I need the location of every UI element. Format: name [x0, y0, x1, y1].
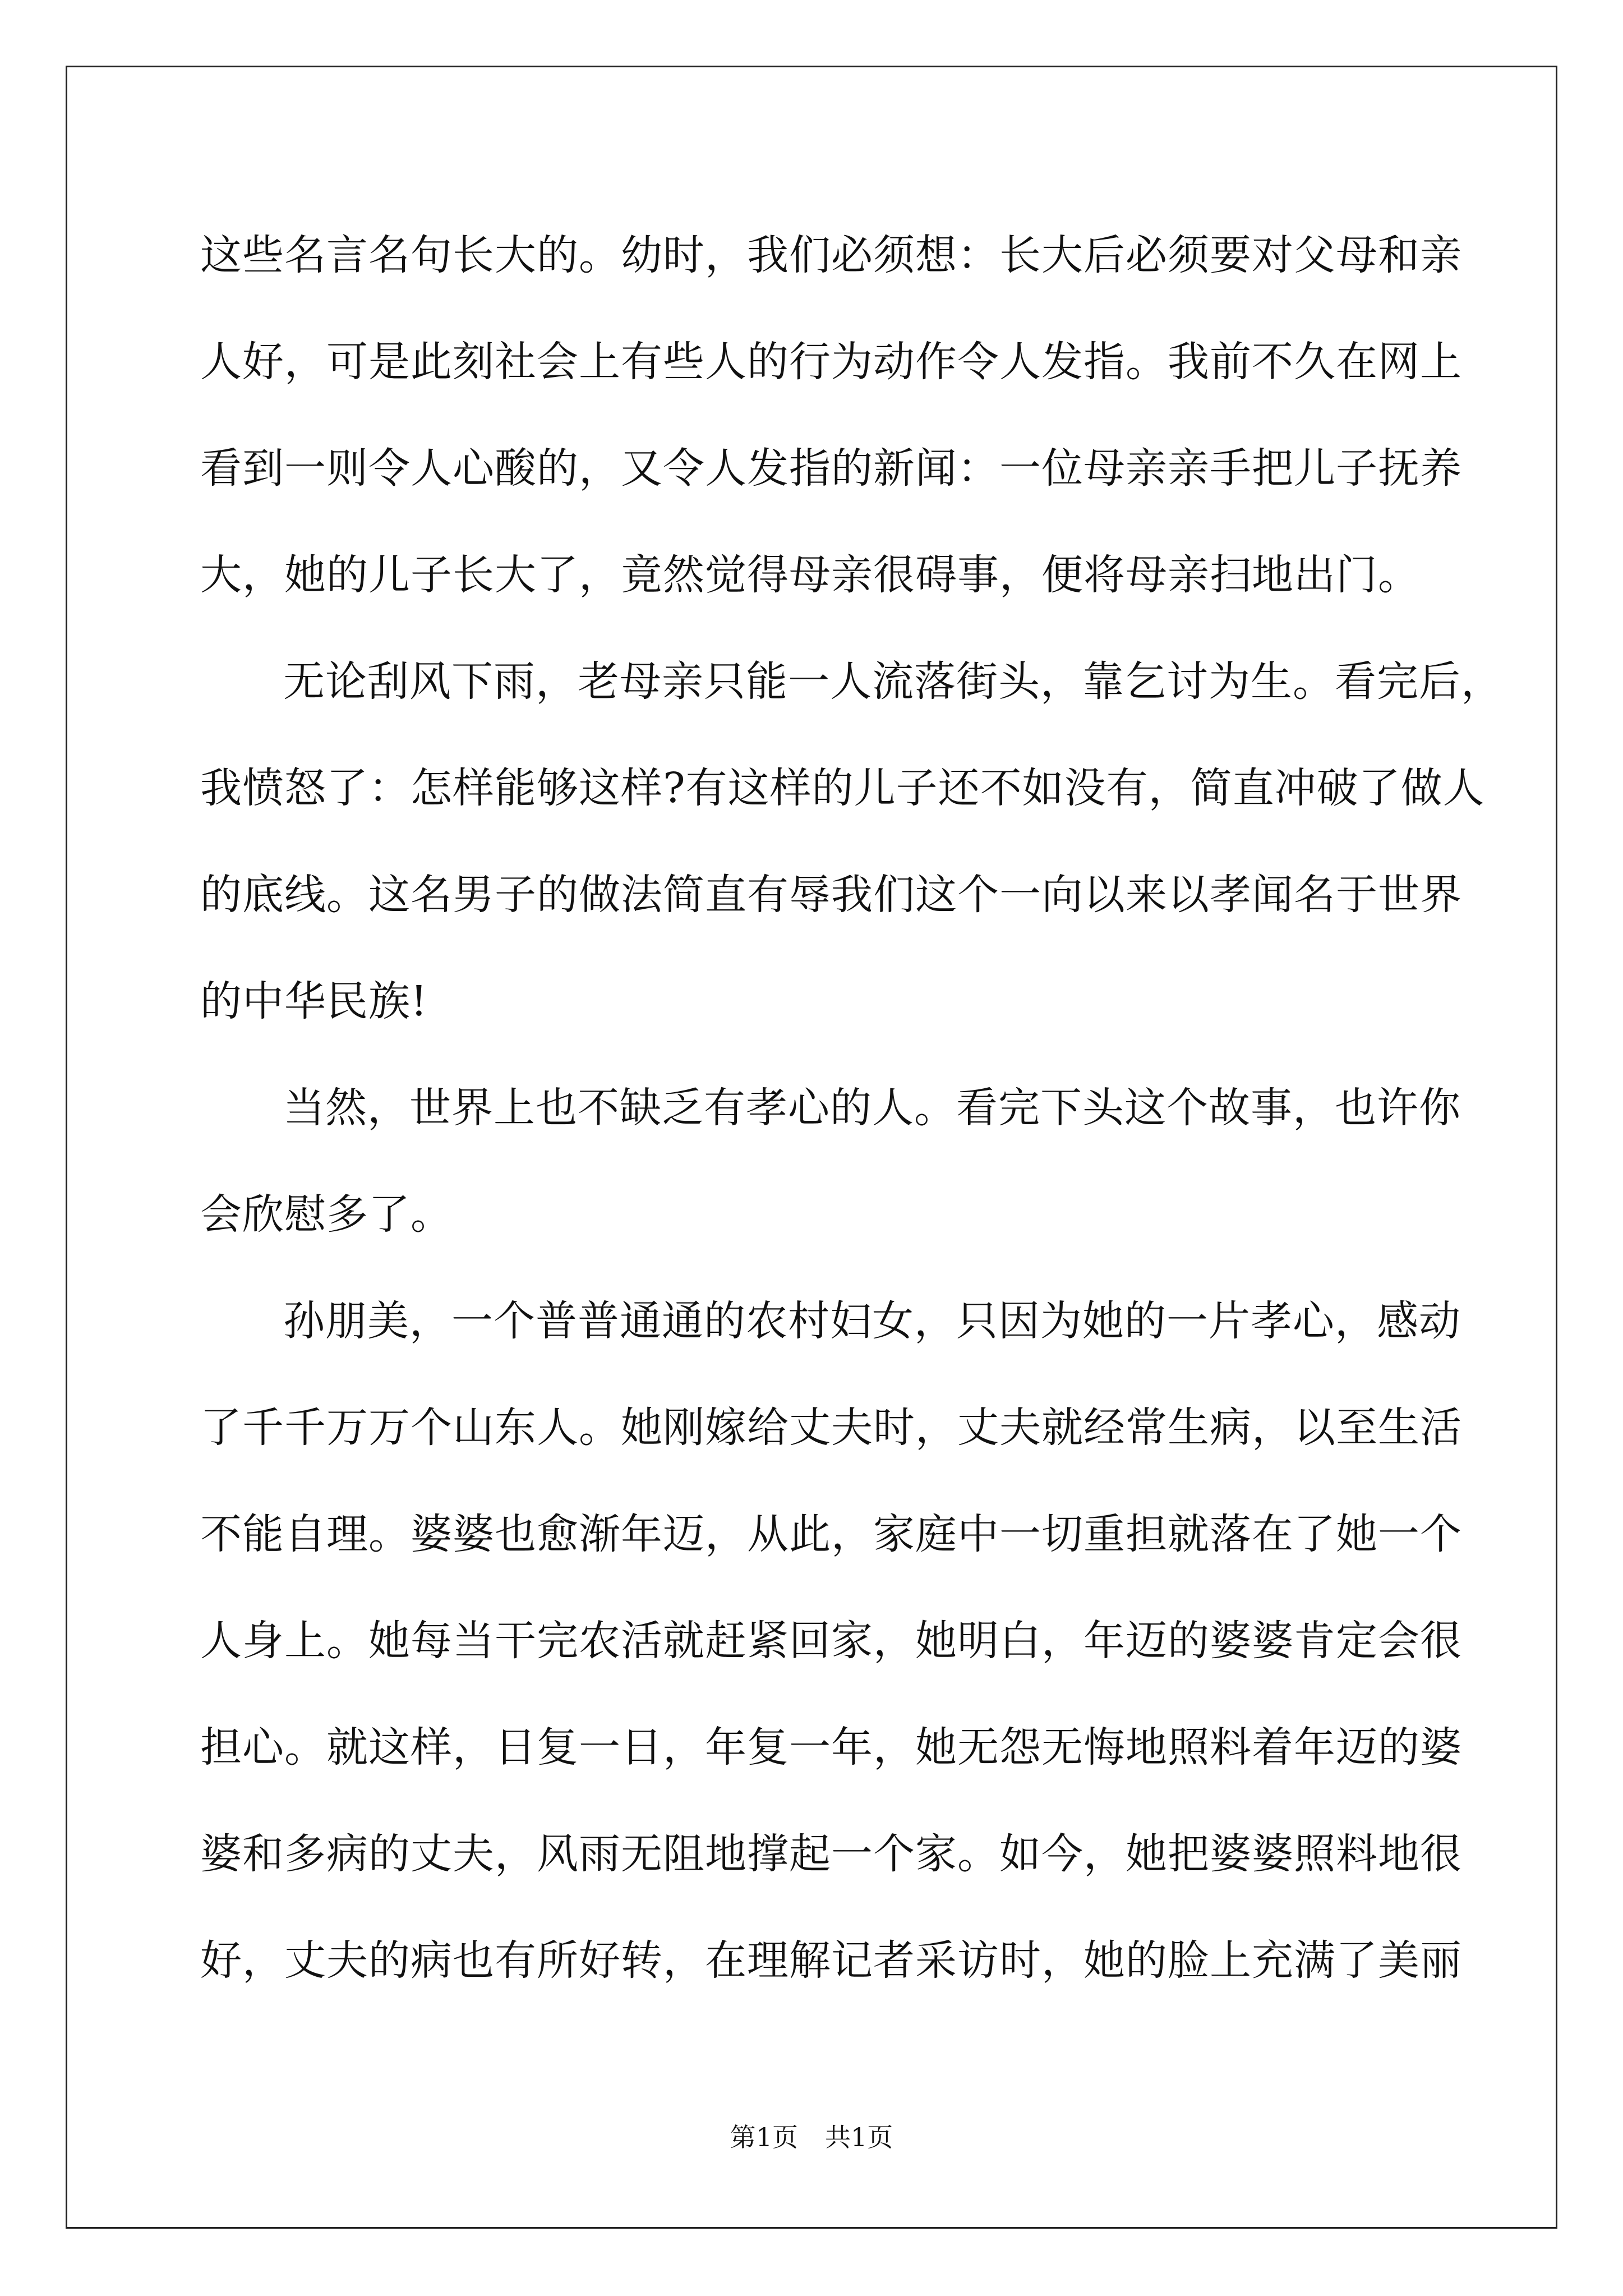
page-number-total: 共1页 — [825, 2122, 893, 2152]
text-line: 人好，可是此刻社会上有些人的行为动作令人发指。我前不久在网上 — [200, 338, 1462, 386]
text-line: 不能自理。婆婆也愈渐年迈，从此，家庭中一切重担就落在了她一个 — [200, 1510, 1462, 1558]
text-line: 孙朋美，一个普普通通的农村妇女，只因为她的一片孝心，感动 — [283, 1297, 1461, 1345]
text-line: 人身上。她每当干完农活就赶紧回家，她明白，年迈的婆婆肯定会很 — [200, 1617, 1462, 1665]
text-line: 当然，世界上也不缺乏有孝心的人。看完下头这个故事，也许你 — [283, 1084, 1461, 1132]
paragraph — [200, 628, 1503, 1055]
page-footer — [0, 2120, 1623, 2154]
text-line: 的底线。这名男子的做法简直有辱我们这个一向以来以孝闻名于世界 — [200, 871, 1462, 919]
text-line: 婆和多病的丈夫，风雨无阻地撑起一个家。如今，她把婆婆照料地很 — [200, 1830, 1462, 1878]
text-line: 了千千万万个山东人。她刚嫁给丈夫时，丈夫就经常生病，以至生活 — [200, 1404, 1462, 1452]
text-line: 担心。就这样，日复一日，年复一年，她无怨无悔地照料着年迈的婆 — [200, 1723, 1462, 1772]
paragraph — [200, 202, 1462, 628]
text-line: 这些名言名句长大的。幼时，我们必须想：长大后必须要对父母和亲 — [200, 231, 1462, 279]
paragraph — [200, 1268, 1462, 2014]
text-line: 我愤怒了：怎样能够这样?有这样的儿子还不如没有，简直冲破了做人 — [200, 764, 1485, 812]
document-body — [200, 202, 1503, 2014]
paragraph — [200, 1055, 1461, 1268]
text-line: 大，她的儿子长大了，竟然觉得母亲很碍事，便将母亲扫地出门。 — [200, 551, 1420, 599]
text-line: 好，丈夫的病也有所好转，在理解记者采访时，她的脸上充满了美丽 — [200, 1936, 1462, 1985]
page-number-current: 第1页 — [730, 2122, 798, 2152]
text-line: 会欣慰多了。 — [200, 1190, 453, 1239]
text-line: 的中华民族! — [200, 977, 428, 1025]
text-line: 看到一则令人心酸的，又令人发指的新闻：一位母亲亲手把儿子抚养 — [200, 444, 1462, 493]
text-line: 无论刮风下雨，老母亲只能一人流落街头，靠乞讨为生。看完后， — [283, 657, 1503, 706]
